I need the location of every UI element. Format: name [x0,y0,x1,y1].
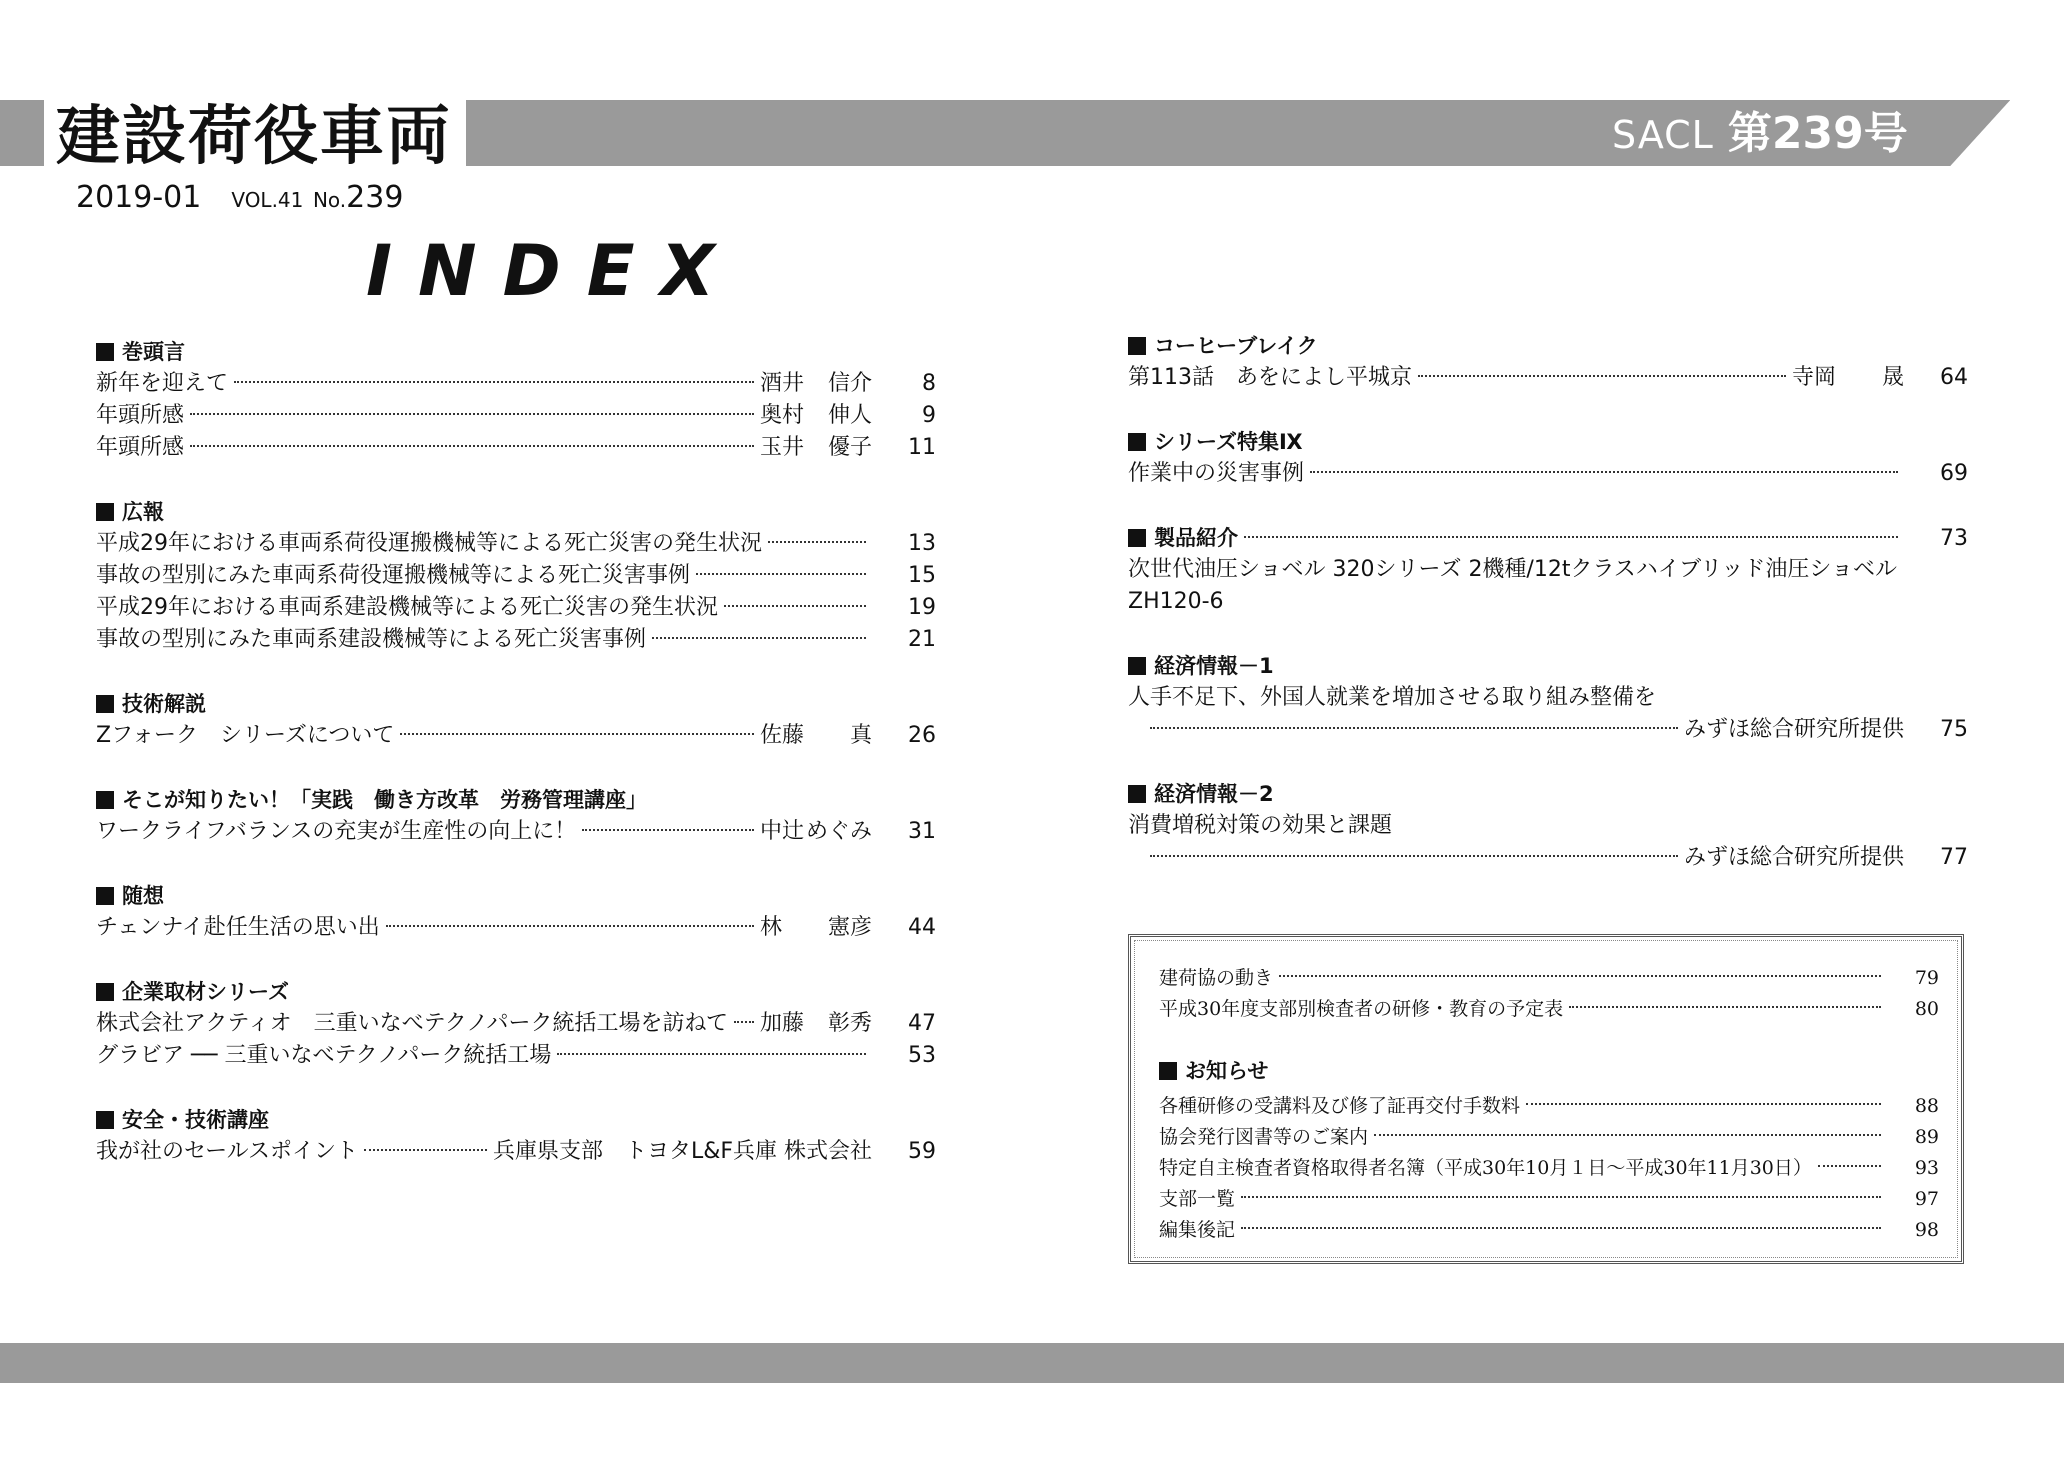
page-number: 64 [1940,365,1968,390]
page-number: 31 [908,819,936,844]
issue-no-label: No. [312,188,347,212]
dot-leader [364,1149,487,1151]
section-heading: 経済情報－2 [1128,778,1968,810]
entry-title: 消費増税対策の効果と課題 [1128,813,1393,838]
toc-entry[interactable] [1128,842,1968,874]
author: 兵庫県支部 トヨタL&F兵庫 株式会社 [492,1139,872,1164]
author: 林 憲彦 [760,915,872,940]
issue-volume: VOL.41 [231,188,304,212]
section-heading: 技術解説 [96,688,936,720]
section-heading: 企業取材シリーズ [96,976,936,1008]
author: 加藤 彰秀 [760,1011,872,1036]
dot-leader [1310,471,1898,473]
author: 奥村 伸人 [760,403,872,428]
dot-leader [1150,727,1678,729]
square-bullet-icon [1128,433,1146,451]
dot-leader [190,413,754,415]
dot-leader [696,573,866,575]
page-number: 44 [908,915,936,940]
page-number: 75 [1940,717,1968,742]
toc-entry[interactable]: 事故の型別にみた車両系建設機械等による死亡災害事例 21 [96,624,936,656]
toc-entry[interactable]: 株式会社アクティオ 三重いなべテクノパーク統括工場を訪ねて 加藤 彰秀 47 [96,1008,936,1040]
page-number: 77 [1940,845,1968,870]
issue-number: 第239号 [1727,108,1908,159]
toc-entry[interactable]: 新年を迎えて 酒井 信介 8 [96,368,936,400]
toc-entry[interactable]: 建荷協の動き 79 [1159,963,1939,994]
entry-title: 人手不足下、外国人就業を増加させる取り組み整備を [1128,685,1657,710]
dot-leader [768,541,866,543]
issue-number-banner [1612,104,1908,164]
toc-entry[interactable]: 編集後記 98 [1159,1215,1939,1246]
page-number: 98 [1914,1219,1939,1241]
section-heading: 巻頭言 [96,336,936,368]
page-number: 73 [1940,526,1968,551]
square-bullet-icon [96,343,114,361]
toc-entry[interactable]: 平成30年度支部別検査者の研修・教育の予定表 80 [1159,994,1939,1025]
page-number: 19 [908,595,936,620]
toc-entry[interactable]: 第113話 あをによし平城京 寺岡 晟 64 [1128,362,1968,394]
toc-entry[interactable]: 特定自主検査者資格取得者名簿（平成30年10月１日～平成30年11月30日） 93 [1159,1153,1939,1184]
dot-leader [582,829,754,831]
square-bullet-icon [96,983,114,1001]
dot-leader [1150,855,1678,857]
toc-entry[interactable]: 平成29年における車両系建設機械等による死亡災害の発生状況 19 [96,592,936,624]
page-number: 47 [908,1011,936,1036]
dot-leader [190,445,754,447]
page-number: 79 [1914,967,1939,989]
square-bullet-icon [1128,785,1146,803]
page-number: 93 [1914,1157,1939,1179]
dot-leader [1818,1165,1881,1167]
dot-leader [1241,1227,1881,1229]
entry-title-continued: ZH120-6 [1128,589,1224,614]
issue-no-value: 239 [346,180,404,215]
page-number: 53 [908,1043,936,1068]
page-number: 8 [922,371,936,396]
author: 酒井 信介 [760,371,872,396]
toc-entry[interactable]: 年頭所感 奥村 伸人 9 [96,400,936,432]
page-number: 69 [1940,461,1968,486]
section-heading: 経済情報－1 [1128,650,1968,682]
square-bullet-icon [96,791,114,809]
toc-entry[interactable]: 我が社のセールスポイント 兵庫県支部 トヨタL&F兵庫 株式会社 59 [96,1136,936,1168]
toc-entry[interactable]: 協会発行図書等のご案内 89 [1159,1122,1939,1153]
square-bullet-icon [96,695,114,713]
source: みずほ総合研究所提供 [1683,717,1904,742]
page-number: 26 [908,723,936,748]
org-name: SACL [1612,113,1714,157]
section-heading: お知らせ [1159,1055,1939,1087]
footer-band [0,1343,2064,1383]
square-bullet-icon [96,887,114,905]
association-info-box [1128,934,1964,1264]
section-heading: そこが知りたい！「実践 働き方改革 労務管理講座」 [96,784,936,816]
section-heading: 安全・技術講座 [96,1104,936,1136]
author: 中辻 めぐみ [760,819,872,844]
dot-leader [400,733,754,735]
author: 佐藤 真 [760,723,872,748]
dot-leader [734,1021,754,1023]
dot-leader [652,637,866,639]
square-bullet-icon [96,503,114,521]
square-bullet-icon [1128,337,1146,355]
header-band-tail [1950,100,2010,166]
issue-info [76,180,403,215]
magazine-title: 建設荷役車両 [44,94,466,180]
page-number: 59 [908,1139,936,1164]
page-number: 11 [908,435,936,460]
issue-date: 2019-01 [76,180,202,215]
toc-entry[interactable] [1128,522,1968,554]
dot-leader [724,605,866,607]
source: みずほ総合研究所提供 [1683,845,1904,870]
author: 玉井 優子 [760,435,872,460]
page-number: 88 [1914,1095,1939,1117]
toc-left-column [96,336,936,1168]
page-number: 15 [908,563,936,588]
dot-leader [1418,375,1786,377]
toc-right-column [1128,330,1968,874]
page-number: 97 [1914,1188,1939,1210]
dot-leader [1374,1134,1881,1136]
toc-entry[interactable]: グラビア ── 三重いなべテクノパーク統括工場 53 [96,1040,936,1072]
index-title: INDEX [366,230,741,312]
square-bullet-icon [1159,1062,1177,1080]
toc-entry[interactable]: 年頭所感 玉井 優子 11 [96,432,936,464]
section-heading: 随想 [96,880,936,912]
toc-entry[interactable] [1128,714,1968,746]
author: 寺岡 晟 [1792,365,1904,390]
dot-leader [1526,1103,1881,1105]
section-heading: シリーズ特集Ⅸ [1128,426,1968,458]
dot-leader [1279,975,1881,977]
dot-leader [1569,1006,1881,1008]
dot-leader [1241,1196,1881,1198]
toc-entry[interactable]: 各種研修の受講料及び修了証再交付手数料 88 [1159,1091,1939,1122]
page-number: 89 [1914,1126,1939,1148]
toc-entry[interactable]: Zフォーク シリーズについて 佐藤 真 26 [96,720,936,752]
dot-leader [386,925,754,927]
toc-entry[interactable]: ワークライフバランスの充実が生産性の向上に！ 中辻 めぐみ 31 [96,816,936,848]
dot-leader [234,381,754,383]
toc-entry[interactable]: チェンナイ赴任生活の思い出 林 憲彦 44 [96,912,936,944]
square-bullet-icon [96,1111,114,1129]
toc-entry[interactable]: 事故の型別にみた車両系荷役運搬機械等による死亡災害事例 15 [96,560,936,592]
page-number: 9 [922,403,936,428]
toc-entry[interactable]: 平成29年における車両系荷役運搬機械等による死亡災害の発生状況 13 [96,528,936,560]
toc-entry[interactable]: 支部一覧 97 [1159,1184,1939,1215]
square-bullet-icon [1128,657,1146,675]
dot-leader [557,1053,866,1055]
dot-leader [1244,536,1898,538]
entry-title: 次世代油圧ショベル 320シリーズ 2機種/12tクラスハイブリッド油圧ショベル [1128,557,1897,582]
section-heading: 製品紹介 [1128,522,1238,554]
square-bullet-icon [1128,529,1146,547]
toc-entry[interactable]: 作業中の災害事例 69 [1128,458,1968,490]
section-heading: 広報 [96,496,936,528]
page-number: 21 [908,627,936,652]
page-number: 13 [908,531,936,556]
section-heading: コーヒーブレイク [1128,330,1968,362]
page-number: 80 [1914,998,1939,1020]
